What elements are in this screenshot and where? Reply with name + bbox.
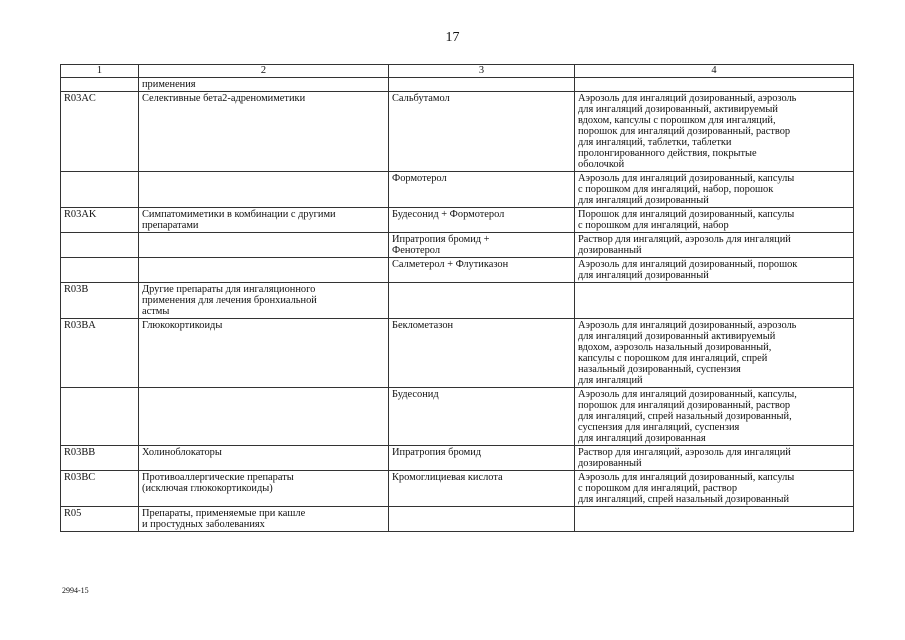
atc-code-cell: R03BB xyxy=(61,446,139,471)
table-row xyxy=(61,172,854,208)
drug-name-cell xyxy=(389,92,575,172)
dosage-form-line: с порошком для ингаляций, набор, порошок xyxy=(578,184,774,195)
dosage-form-line: Аэрозоль для ингаляций дозированный, капсулы xyxy=(578,173,795,184)
table-row xyxy=(61,471,854,507)
drug-name-line: Фенотерол xyxy=(392,245,441,256)
group-name-cell xyxy=(139,78,389,92)
dosage-form-line: Аэрозоль для ингаляций дозированный, капсулы xyxy=(578,472,795,483)
atc-code-cell: R03B xyxy=(61,283,139,319)
drug-name-line: Будесонид xyxy=(392,389,439,400)
dosage-form-line: дозированный xyxy=(578,245,642,256)
drug-name-line: Кромоглициевая кислота xyxy=(392,472,503,483)
group-name-cell xyxy=(139,258,389,283)
group-name-line: Селективные бета2-адреномиметики xyxy=(142,93,306,104)
dosage-form-line: порошок для ингаляций дозированный, раствор xyxy=(578,400,791,411)
drug-name-line: Беклометазон xyxy=(392,320,454,331)
document-code: 2994-15 xyxy=(62,586,89,595)
column-number-2: 2 xyxy=(139,65,389,78)
drug-name-cell xyxy=(389,78,575,92)
group-name-cell xyxy=(139,471,389,507)
dosage-form-line: дозированный xyxy=(578,458,642,469)
dosage-form-cell xyxy=(575,283,854,319)
drug-name-cell xyxy=(389,208,575,233)
dosage-form-line: для ингаляций дозированный, активируемый xyxy=(578,104,778,115)
group-name-cell xyxy=(139,446,389,471)
dosage-form-line: для ингаляций дозированная xyxy=(578,433,706,444)
drug-name-line: Сальбутамол xyxy=(392,93,450,104)
dosage-form-line: порошок для ингаляций дозированный, раствор xyxy=(578,126,791,137)
drug-name-cell xyxy=(389,233,575,258)
drug-name-cell xyxy=(389,319,575,388)
column-number-4: 4 xyxy=(575,65,854,78)
dosage-form-line: оболочкой xyxy=(578,159,625,170)
atc-code-cell xyxy=(61,258,139,283)
dosage-form-line: с порошком для ингаляций, набор xyxy=(578,220,729,231)
table-row xyxy=(61,92,854,172)
atc-code-cell: R05 xyxy=(61,507,139,532)
atc-code-cell: R03BA xyxy=(61,319,139,388)
atc-code-cell: R03AC xyxy=(61,92,139,172)
dosage-form-line: Аэрозоль для ингаляций дозированный, порошок xyxy=(578,259,798,270)
dosage-form-line: назальный дозированный, суспензия xyxy=(578,364,741,375)
dosage-form-cell xyxy=(575,319,854,388)
dosage-form-line: для ингаляций дозированный xyxy=(578,270,709,281)
dosage-form-cell xyxy=(575,471,854,507)
dosage-form-line: Аэрозоль для ингаляций дозированный, аэрозоль xyxy=(578,320,797,331)
atc-code-cell: R03AK xyxy=(61,208,139,233)
atc-code-cell: R03BC xyxy=(61,471,139,507)
atc-code-cell xyxy=(61,233,139,258)
atc-code-cell xyxy=(61,388,139,446)
dosage-form-line: для ингаляций, спрей назальный дозированный xyxy=(578,494,790,505)
drug-name-cell xyxy=(389,471,575,507)
dosage-form-cell xyxy=(575,233,854,258)
drug-name-cell xyxy=(389,388,575,446)
dosage-form-line: вдохом, аэрозоль назальный дозированный, xyxy=(578,342,772,353)
dosage-form-line: вдохом, капсулы с порошком для ингаляций, xyxy=(578,115,776,126)
drug-name-line: Будесонид + Формотерол xyxy=(392,209,505,220)
group-name-line: (исключая глюкокортикоиды) xyxy=(142,483,273,494)
table-row xyxy=(61,446,854,471)
drug-name-cell xyxy=(389,172,575,208)
drug-classification-table xyxy=(60,64,854,532)
dosage-form-line: суспензия для ингаляций, суспензия xyxy=(578,422,740,433)
group-name-line: применения xyxy=(142,79,196,90)
group-name-cell xyxy=(139,92,389,172)
dosage-form-cell xyxy=(575,446,854,471)
drug-name-line: Ипратропия бромид + xyxy=(392,234,490,245)
group-name-line: Глюкокортикоиды xyxy=(142,320,223,331)
group-name-line: и простудных заболеваниях xyxy=(142,519,265,530)
group-name-cell xyxy=(139,388,389,446)
dosage-form-cell xyxy=(575,78,854,92)
dosage-form-line: Порошок для ингаляций дозированный, капсулы xyxy=(578,209,795,220)
dosage-form-cell xyxy=(575,172,854,208)
dosage-form-line: с порошком для ингаляций, раствор xyxy=(578,483,738,494)
dosage-form-cell xyxy=(575,507,854,532)
table-row xyxy=(61,388,854,446)
dosage-form-line: капсулы с порошком для ингаляций, спрей xyxy=(578,353,768,364)
group-name-cell xyxy=(139,283,389,319)
group-name-cell xyxy=(139,172,389,208)
table-header-row xyxy=(61,65,854,78)
dosage-form-line: для ингаляций дозированный активируемый xyxy=(578,331,776,342)
dosage-form-line: Аэрозоль для ингаляций дозированный, аэрозоль xyxy=(578,93,797,104)
atc-code-cell xyxy=(61,78,139,92)
dosage-form-cell xyxy=(575,92,854,172)
group-name-cell xyxy=(139,233,389,258)
dosage-form-line: Раствор для ингаляций, аэрозоль для ингаляций xyxy=(578,234,791,245)
table-row xyxy=(61,507,854,532)
group-name-line: Симпатомиметики в комбинации с другими xyxy=(142,209,336,220)
group-name-line: астмы xyxy=(142,306,170,317)
page-number: 17 xyxy=(445,30,460,45)
drug-name-cell xyxy=(389,507,575,532)
table-row xyxy=(61,258,854,283)
group-name-cell xyxy=(139,319,389,388)
group-name-line: Другие препараты для ингаляционного xyxy=(142,284,316,295)
drug-name-cell xyxy=(389,446,575,471)
group-name-line: Противоаллергические препараты xyxy=(142,472,294,483)
table-row xyxy=(61,233,854,258)
group-name-cell xyxy=(139,507,389,532)
group-name-cell xyxy=(139,208,389,233)
dosage-form-cell xyxy=(575,208,854,233)
dosage-form-line: для ингаляций xyxy=(578,375,643,386)
dosage-form-line: для ингаляций, таблетки, таблетки xyxy=(578,137,732,148)
dosage-form-line: пролонгированного действия, покрытые xyxy=(578,148,757,159)
group-name-line: препаратами xyxy=(142,220,199,231)
table-row xyxy=(61,208,854,233)
table-row xyxy=(61,319,854,388)
atc-code-cell xyxy=(61,172,139,208)
dosage-form-line: Раствор для ингаляций, аэрозоль для ингаляций xyxy=(578,447,791,458)
group-name-line: Холиноблокаторы xyxy=(142,447,222,458)
drug-name-cell xyxy=(389,283,575,319)
drug-name-line: Салметерол + Флутиказон xyxy=(392,259,509,270)
dosage-form-line: для ингаляций дозированный xyxy=(578,195,709,206)
drug-name-line: Формотерол xyxy=(392,173,447,184)
table-row xyxy=(61,78,854,92)
group-name-line: Препараты, применяемые при кашле xyxy=(142,508,306,519)
drug-name-line: Ипратропия бромид xyxy=(392,447,482,458)
dosage-form-cell xyxy=(575,258,854,283)
drug-name-cell xyxy=(389,258,575,283)
dosage-form-cell xyxy=(575,388,854,446)
column-number-1: 1 xyxy=(61,65,139,78)
table-row xyxy=(61,283,854,319)
column-number-3: 3 xyxy=(389,65,575,78)
dosage-form-line: для ингаляций, спрей назальный дозированный, xyxy=(578,411,792,422)
group-name-line: применения для лечения бронхиальной xyxy=(142,295,317,306)
dosage-form-line: Аэрозоль для ингаляций дозированный, капсулы, xyxy=(578,389,797,400)
